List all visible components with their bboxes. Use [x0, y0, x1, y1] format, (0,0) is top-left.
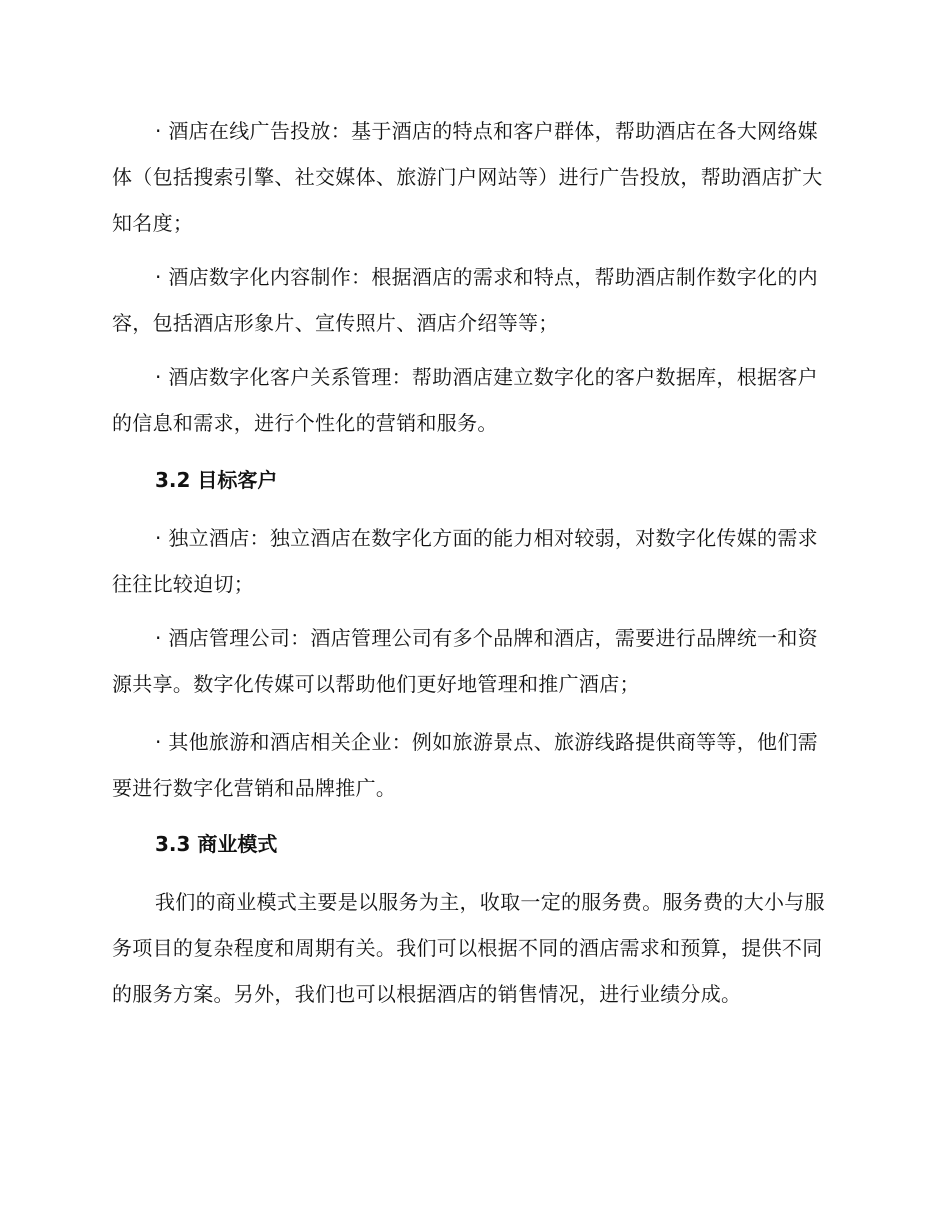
- bullet-independent-hotels: · 独立酒店：独立酒店在数字化方面的能力相对较弱，对数字化传媒的需求往往比较迫切；: [112, 526, 818, 596]
- section-heading-business-model: 3.3 商业模式: [155, 832, 278, 856]
- section-heading-target-customers: 3.2 目标客户: [155, 468, 278, 492]
- bullet-hotel-digital-crm: · 酒店数字化客户关系管理：帮助酒店建立数字化的客户数据库，根据客户的信息和需求，进行个性化的营销和服务。: [112, 365, 818, 435]
- business-model-paragraph: 我们的商业模式主要是以服务为主，收取一定的服务费。服务费的大小与服务项目的复杂程度和周期有关。我们可以根据不同的酒店需求和预算，提供不同的服务方案。另外，我们也可以根据酒店的销售情况，进行业绩分成。: [112, 890, 825, 1006]
- bullet-other-tourism-enterprises: · 其他旅游和酒店相关企业：例如旅游景点、旅游线路提供商等等，他们需要进行数字化营销和品牌推广。: [112, 730, 818, 800]
- bullet-hotel-digital-content: · 酒店数字化内容制作：根据酒店的需求和特点，帮助酒店制作数字化的内容，包括酒店形象片、宣传照片、酒店介绍等等；: [112, 265, 818, 335]
- bullet-hotel-online-ads: · 酒店在线广告投放：基于酒店的特点和客户群体，帮助酒店在各大网络媒体（包括搜索引擎、社交媒体、旅游门户网站等）进行广告投放，帮助酒店扩大知名度；: [112, 119, 823, 235]
- bullet-hotel-management-companies: · 酒店管理公司：酒店管理公司有多个品牌和酒店，需要进行品牌统一和资源共享。数字化传媒可以帮助他们更好地管理和推广酒店；: [112, 626, 818, 696]
